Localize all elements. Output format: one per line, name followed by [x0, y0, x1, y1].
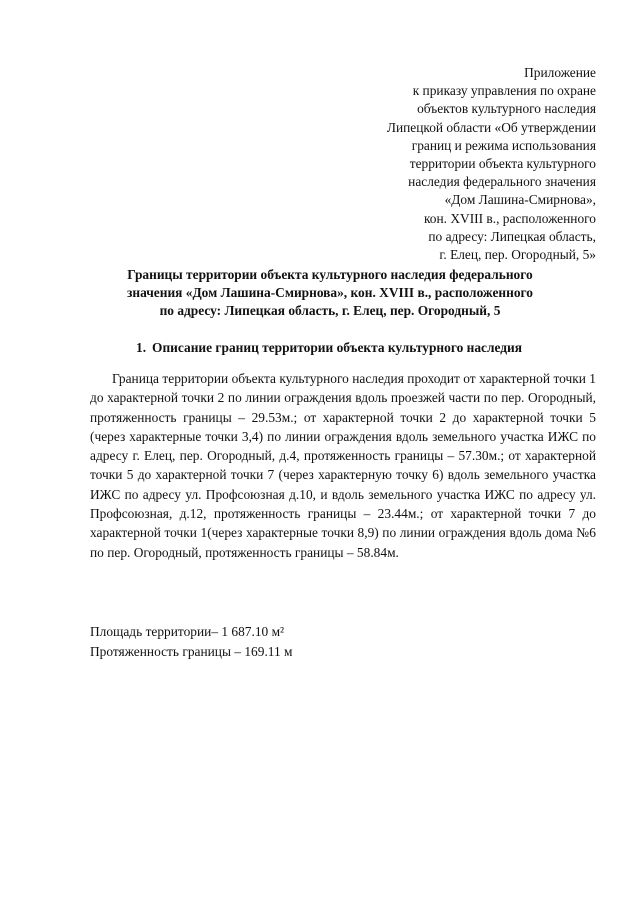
summary-block	[90, 622, 293, 661]
perimeter-text: Протяженность границы – 169.11 м	[90, 643, 293, 659]
appendix-line: границ и режима использования	[411, 137, 596, 153]
appendix-block	[266, 64, 596, 264]
appendix-line: кон. XVIII в., расположенного	[423, 210, 596, 226]
appendix-line: Приложение	[524, 65, 596, 80]
area-text: Площадь территории– 1 687.10 м²	[90, 624, 285, 639]
section-heading-text: Описание границ территории объекта культурного наследия	[152, 340, 522, 355]
appendix-line: к приказу управления по охране	[412, 83, 596, 99]
document-title	[80, 266, 580, 321]
boundary-description: Граница территории объекта культурного наследия проходит от характерной точки 1 до характерной точки 2 по линии ограждения вдоль проезжей части по пер. Огородный, протяженность границы – 29.53м.; от характерной точки 2 до характерной точки 5 (через характерные точки 3,4) по линии ограждения вдоль земельного участка ИЖС по адресу г. Елец, пер. Огородный, д.4, протяженность границы – 57.30м.; от характерной точки 5 до характерной точки 7 (через характерную точку 6) вдоль земельного участка ИЖС по адресу ул. Профсоюзная д.10, и вдоль земельного участка ИЖС по адресу ул. Профсоюзная, д.12, протяженность границы – 23.44м.; от характерной точки 7 до характерной точки 1(через характерные точки 8,9) по линии ограждения вдоль дома №6 по пер. Огородный, протяженность границы – 58.84м.	[90, 371, 596, 560]
title-line: значения «Дом Лашина-Смирнова», кон. XVIII в., расположенного	[127, 285, 533, 301]
title-line: по адресу: Липецкая область, г. Елец, пер. Огородный, 5	[159, 303, 501, 319]
appendix-line: Липецкой области «Об утверждении	[386, 119, 596, 135]
appendix-line: по адресу: Липецкая область,	[428, 228, 596, 244]
appendix-line: г. Елец, пер. Огородный, 5»	[439, 247, 596, 263]
appendix-line: территории объекта культурного	[409, 156, 596, 172]
appendix-line: наследия федерального значения	[408, 174, 596, 190]
section-heading	[136, 339, 522, 357]
section-number: 1.	[136, 340, 147, 355]
appendix-line: «Дом Лашина-Смирнова»,	[444, 192, 596, 208]
title-line: Границы территории объекта культурного наследия федерального	[127, 267, 533, 282]
appendix-line: объектов культурного наследия	[417, 101, 596, 117]
